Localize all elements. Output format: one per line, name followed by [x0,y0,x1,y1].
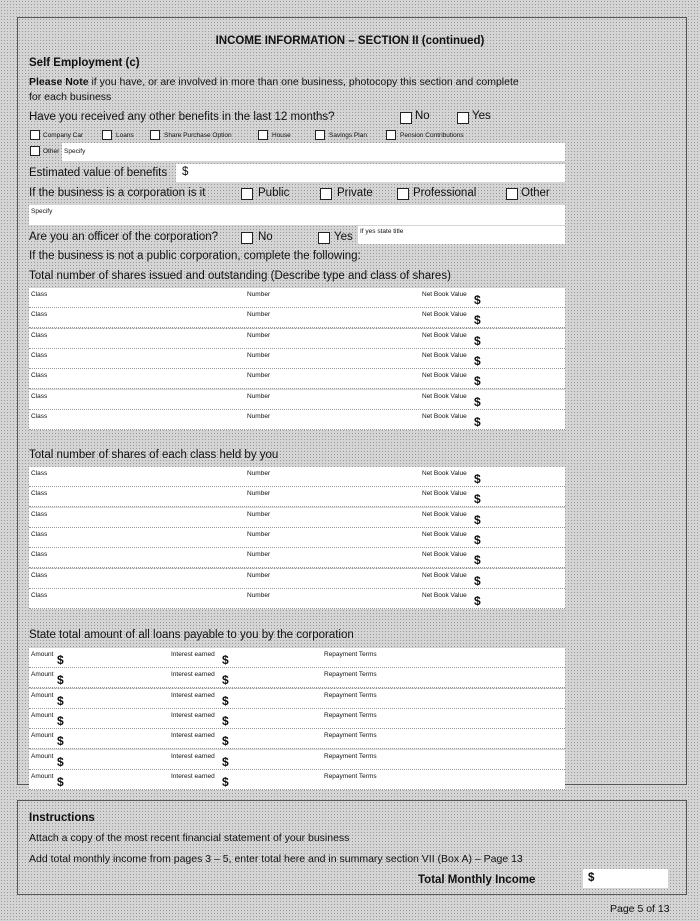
shares-issued-row[interactable] [29,308,565,328]
class-label: Class [31,591,48,599]
interest-dollar: $ [222,693,229,708]
interest-dollar: $ [222,754,229,769]
benefits-question: Have you received any other benefits in the last 12 months? [29,111,335,123]
option-other-label: Other [43,148,60,155]
not-public-instruction: If the business is not a public corporation, complete the following: [29,250,361,262]
net-book-value-dollar: $ [474,573,481,588]
benefits-no-checkbox[interactable] [400,112,412,124]
class-label: Class [31,571,48,579]
net-book-value-label: Net Book Value [422,351,467,359]
repayment-terms-label: Repayment Terms [324,772,377,780]
class-label: Class [31,311,48,319]
corporation-specify-label: Specify [31,208,53,215]
amount-label: Amount [31,691,54,699]
net-book-value-dollar: $ [474,414,481,429]
loan-row[interactable] [29,709,565,729]
net-book-value-dollar: $ [474,313,481,328]
benefits-no-label: No [415,110,430,122]
shares-held-row[interactable] [29,508,565,528]
officer-yes-label: Yes [334,231,353,243]
shares-issued-row[interactable] [29,329,565,349]
benefits-specify-label: Specify [64,148,86,155]
class-label: Class [31,392,48,400]
number-label: Number [247,311,271,319]
repayment-terms-label: Repayment Terms [324,671,377,679]
option-savings-plan-label: Savings Plan [329,132,367,139]
net-book-value-dollar: $ [474,553,481,568]
number-label: Number [247,571,271,579]
shares-issued-row[interactable] [29,349,565,369]
officer-title-field[interactable] [358,226,565,244]
total-monthly-income-dollar: $ [588,872,595,884]
net-book-value-dollar: $ [474,593,481,608]
net-book-value-dollar: $ [474,293,481,307]
instructions-line-2: Add total monthly income from pages 3 – 5, enter total here and in summary section VII (Box A) – Page 13 [29,853,523,865]
loans-heading: State total amount of all loans payable to you by the corporation [29,629,354,641]
net-book-value-label: Net Book Value [422,412,467,420]
benefits-specify-field[interactable] [62,143,565,161]
section-title: INCOME INFORMATION – SECTION II (continued) [215,35,485,47]
amount-label: Amount [31,711,54,719]
instructions-heading: Instructions [29,812,95,824]
net-book-value-dollar: $ [474,353,481,368]
net-book-value-label: Net Book Value [422,510,467,518]
net-book-value-label: Net Book Value [422,490,467,498]
class-label: Class [31,351,48,359]
interest-earned-label: Interest earned [171,651,215,658]
option-pension-label: Pension Contributions [400,132,464,139]
interest-dollar: $ [222,713,229,728]
number-label: Number [247,412,271,420]
net-book-value-label: Net Book Value [422,392,467,400]
class-label: Class [31,412,48,420]
net-book-value-label: Net Book Value [422,291,467,298]
corp-other-checkbox[interactable] [506,188,518,200]
officer-question: Are you an officer of the corporation? [29,231,219,243]
number-label: Number [247,470,271,477]
class-label: Class [31,510,48,518]
option-company-car-label: Company Car [43,132,84,139]
shares-held-row[interactable] [29,467,565,487]
net-book-value-label: Net Book Value [422,372,467,380]
net-book-value-dollar: $ [474,472,481,486]
option-loans-label: Loans [116,132,134,139]
number-label: Number [247,331,271,339]
shares-held-row[interactable] [29,548,565,568]
corp-professional-checkbox[interactable] [397,188,409,200]
amount-dollar: $ [57,754,64,769]
page-number: Page 5 of 13 [610,903,670,915]
option-share-purchase-label: Share Purchase Option [164,132,232,139]
shares-held-heading: Total number of shares of each class held by you [29,449,279,461]
corporation-question: If the business is a corporation is it [29,187,206,199]
loan-row[interactable] [29,668,565,688]
option-house-checkbox[interactable] [258,130,268,140]
repayment-terms-label: Repayment Terms [324,752,377,760]
repayment-terms-label: Repayment Terms [324,691,377,699]
interest-earned-label: Interest earned [171,772,215,780]
amount-dollar: $ [57,713,64,728]
net-book-value-label: Net Book Value [422,331,467,339]
number-label: Number [247,591,271,599]
note-line-2: for each business [29,91,112,103]
net-book-value-label: Net Book Value [422,591,467,599]
loan-row[interactable] [29,648,565,668]
number-label: Number [247,530,271,538]
net-book-value-dollar: $ [474,394,481,409]
net-book-value-label: Net Book Value [422,530,467,538]
corp-other-label: Other [521,187,550,199]
number-label: Number [247,351,271,359]
number-label: Number [247,490,271,498]
corp-professional-label: Professional [413,187,477,199]
interest-earned-label: Interest earned [171,732,215,740]
shares-held-row[interactable] [29,589,565,609]
shares-issued-row[interactable] [29,390,565,410]
shares-issued-heading: Total number of shares issued and outstanding (Describe type and class of shares) [29,270,451,282]
option-house-label: House [272,132,291,139]
corp-private-checkbox[interactable] [320,188,332,200]
amount-label: Amount [31,651,54,658]
option-savings-plan-checkbox[interactable] [315,130,325,140]
amount-label: Amount [31,732,54,740]
amount-dollar: $ [57,673,64,688]
officer-yes-checkbox[interactable] [318,232,330,244]
estimated-value-dollar: $ [182,166,189,178]
shares-held-row[interactable] [29,569,565,589]
net-book-value-dollar: $ [474,333,481,348]
number-label: Number [247,551,271,559]
shares-held-row[interactable] [29,487,565,507]
class-label: Class [31,530,48,538]
net-book-value-dollar: $ [474,492,481,507]
shares-issued-row[interactable] [29,288,565,308]
number-label: Number [247,291,271,298]
class-label: Class [31,331,48,339]
interest-dollar: $ [222,774,229,789]
total-monthly-income-label: Total Monthly Income [418,874,536,886]
number-label: Number [247,372,271,380]
option-share-purchase-checkbox[interactable] [150,130,160,140]
interest-earned-label: Interest earned [171,752,215,760]
repayment-terms-label: Repayment Terms [324,651,377,658]
total-monthly-income-field[interactable] [583,869,668,888]
corporation-specify-field[interactable] [29,205,565,225]
interest-dollar: $ [222,673,229,688]
note-label: Please Note [29,76,89,88]
shares-held-row[interactable] [29,528,565,548]
option-pension-checkbox[interactable] [386,130,396,140]
instructions-line-1: Attach a copy of the most recent financial statement of your business [29,832,350,844]
shares-issued-row[interactable] [29,410,565,430]
loan-row[interactable] [29,729,565,749]
number-label: Number [247,392,271,400]
loan-row[interactable] [29,770,565,790]
class-label: Class [31,470,48,477]
option-other-checkbox[interactable] [30,146,40,156]
note-text-1: if you have, or are involved in more than one business, photocopy this section and complete [91,76,519,88]
net-book-value-label: Net Book Value [422,571,467,579]
estimated-value-label: Estimated value of benefits [29,167,168,179]
net-book-value-dollar: $ [474,512,481,527]
amount-dollar: $ [57,653,64,667]
number-label: Number [247,510,271,518]
interest-earned-label: Interest earned [171,691,215,699]
section-subtitle: Self Employment (c) [29,57,140,69]
amount-dollar: $ [57,774,64,789]
net-book-value-label: Net Book Value [422,470,467,477]
benefits-yes-checkbox[interactable] [457,112,469,124]
net-book-value-dollar: $ [474,374,481,389]
class-label: Class [31,490,48,498]
amount-dollar: $ [57,734,64,749]
note-line-1 [29,76,519,88]
officer-no-label: No [258,231,273,243]
net-book-value-dollar: $ [474,532,481,547]
repayment-terms-label: Repayment Terms [324,732,377,740]
benefits-yes-label: Yes [472,110,491,122]
repayment-terms-label: Repayment Terms [324,711,377,719]
amount-label: Amount [31,772,54,780]
corp-public-label: Public [258,187,290,199]
class-label: Class [31,291,48,298]
interest-earned-label: Interest earned [171,671,215,679]
option-company-car-checkbox[interactable] [30,130,40,140]
net-book-value-label: Net Book Value [422,311,467,319]
interest-dollar: $ [222,653,229,667]
option-loans-checkbox[interactable] [102,130,112,140]
interest-dollar: $ [222,734,229,749]
loan-row[interactable] [29,689,565,709]
loan-row[interactable] [29,750,565,770]
class-label: Class [31,551,48,559]
shares-issued-row[interactable] [29,369,565,389]
corp-private-label: Private [337,187,373,199]
net-book-value-label: Net Book Value [422,551,467,559]
estimated-value-field[interactable] [176,164,565,182]
class-label: Class [31,372,48,380]
corp-public-checkbox[interactable] [241,188,253,200]
interest-earned-label: Interest earned [171,711,215,719]
amount-label: Amount [31,752,54,760]
officer-no-checkbox[interactable] [241,232,253,244]
amount-dollar: $ [57,693,64,708]
amount-label: Amount [31,671,54,679]
officer-title-hint: If yes state title [360,228,404,235]
